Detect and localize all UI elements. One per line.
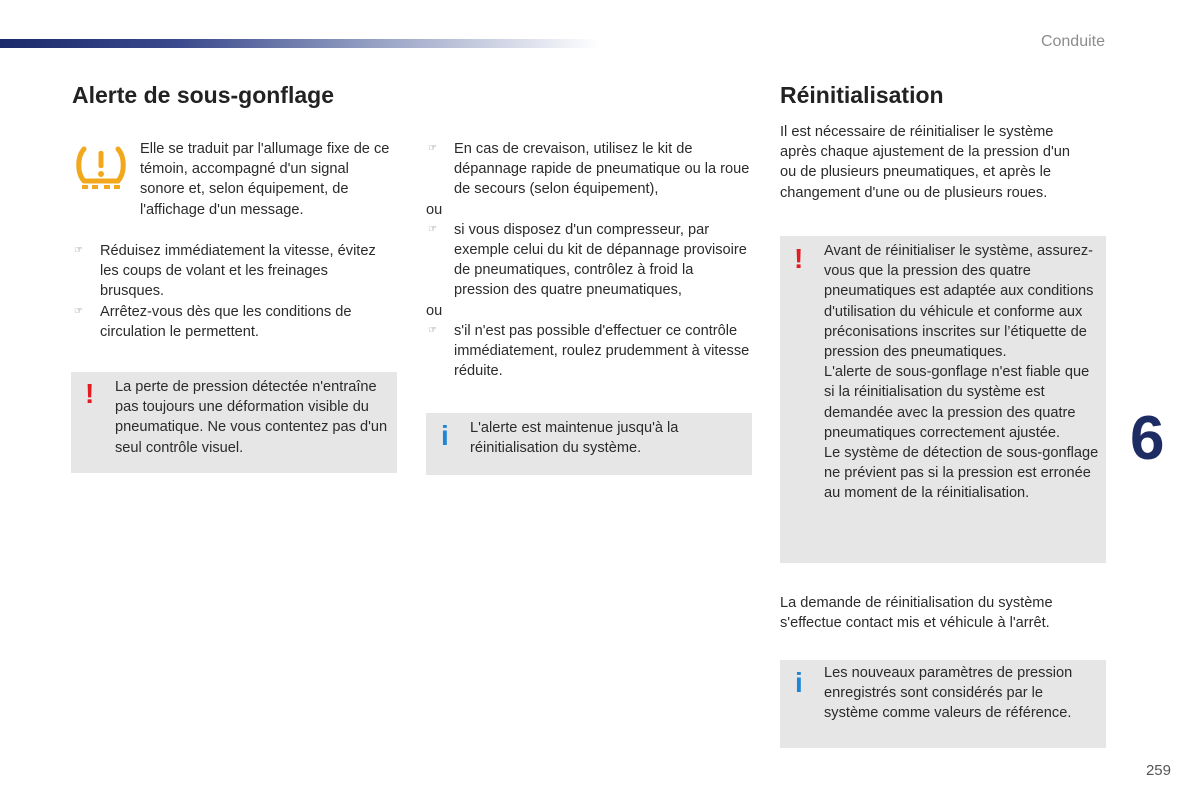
list-item: ☞ s'il n'est pas possible d'effectuer ce contrôle immédiatement, roulez prudemment à vitesse réduite. <box>428 322 750 380</box>
right-intro-text: Il est nécessaire de réinitialiser le système après chaque ajustement de la pression d'un ou de plusieurs pneumatiques, et après le changement d'une ou de plusieurs roues. <box>780 124 1070 201</box>
left-intro-text: Elle se traduit par l'allumage fixe de ce témoin, accompagné d'un signal sonore et, selon équipement, de l'affichage d'un message. <box>140 141 390 218</box>
warning-box <box>780 236 1106 563</box>
hand-pointer-icon: ☞ <box>428 223 437 235</box>
info-box-text: Les nouveaux paramètres de pression enregistrés sont considérés par le système comme valeurs de référence. <box>824 665 1073 722</box>
reset-note-text: La demande de réinitialisation du système s'effectue contact mis et véhicule à l'arrêt. <box>780 595 1053 632</box>
page-number: 259 <box>1145 762 1171 779</box>
hand-pointer-icon: ☞ <box>74 245 83 256</box>
or-separator: ou <box>426 201 443 218</box>
info-icon: i <box>795 667 803 698</box>
or-separator: ou <box>426 302 443 319</box>
warning-box-text: Avant de réinitialiser le système, assurez-vous que la pression des quatre pneumatiques est adaptée aux conditions d'utilisation du véhicule et conforme aux préconisations inscrites sur l’étiquette de pression des pneumatiques. L'alerte de sous-gonflage n'est fiable que si la réinitialisation du système est demandée avec la pression des quatre pneumatiques correctement ajustée. Le système de détection de sous-gonflage ne prévient pas si la pression est erronée au moment de la réinitialisation. <box>824 243 1099 502</box>
info-icon: i <box>441 420 449 451</box>
chapter-number: 6 <box>1130 404 1165 473</box>
header-gradient-bar <box>0 39 600 48</box>
list-item: ☞ Réduisez immédiatement la vitesse, évitez les coups de volant et les freinages brusques. <box>74 243 376 300</box>
hand-pointer-icon: ☞ <box>428 324 437 336</box>
hand-pointer-icon: ☞ <box>428 143 437 154</box>
warning-icon: ! <box>85 378 95 409</box>
section-title-underinflation: Alerte de sous-gonflage <box>72 82 334 108</box>
tire-pressure-warning-icon <box>74 143 128 195</box>
info-box-text: L'alerte est maintenue jusqu'à la réinitialisation du système. <box>470 420 679 457</box>
left-bullet-list <box>72 241 392 342</box>
hand-pointer-icon: ☞ <box>74 305 83 317</box>
info-box <box>426 413 752 475</box>
section-title-reset: Réinitialisation <box>780 82 944 108</box>
warning-box <box>71 372 397 473</box>
list-item: ☞ si vous disposez d'un compresseur, par exemple celui du kit de dépannage provisoire de pneumatiques, contrôlez à froid la pression des quatre pneumatiques, <box>428 221 747 299</box>
middle-steps <box>426 139 751 381</box>
section-label: Conduite <box>1040 33 1105 50</box>
warning-box-text: La perte de pression détectée n'entraîne pas toujours une déformation visible du pneumatique. Ne vous contentez pas d'un seul contrôle visuel. <box>115 379 388 456</box>
list-item: ☞ En cas de crevaison, utilisez le kit de dépannage rapide de pneumatique ou la roue de secours (selon équipement), <box>428 141 750 198</box>
info-box <box>780 660 1106 748</box>
list-item: ☞ Arrêtez-vous dès que les conditions de circulation le permettent. <box>74 303 352 340</box>
warning-icon: ! <box>794 243 804 274</box>
